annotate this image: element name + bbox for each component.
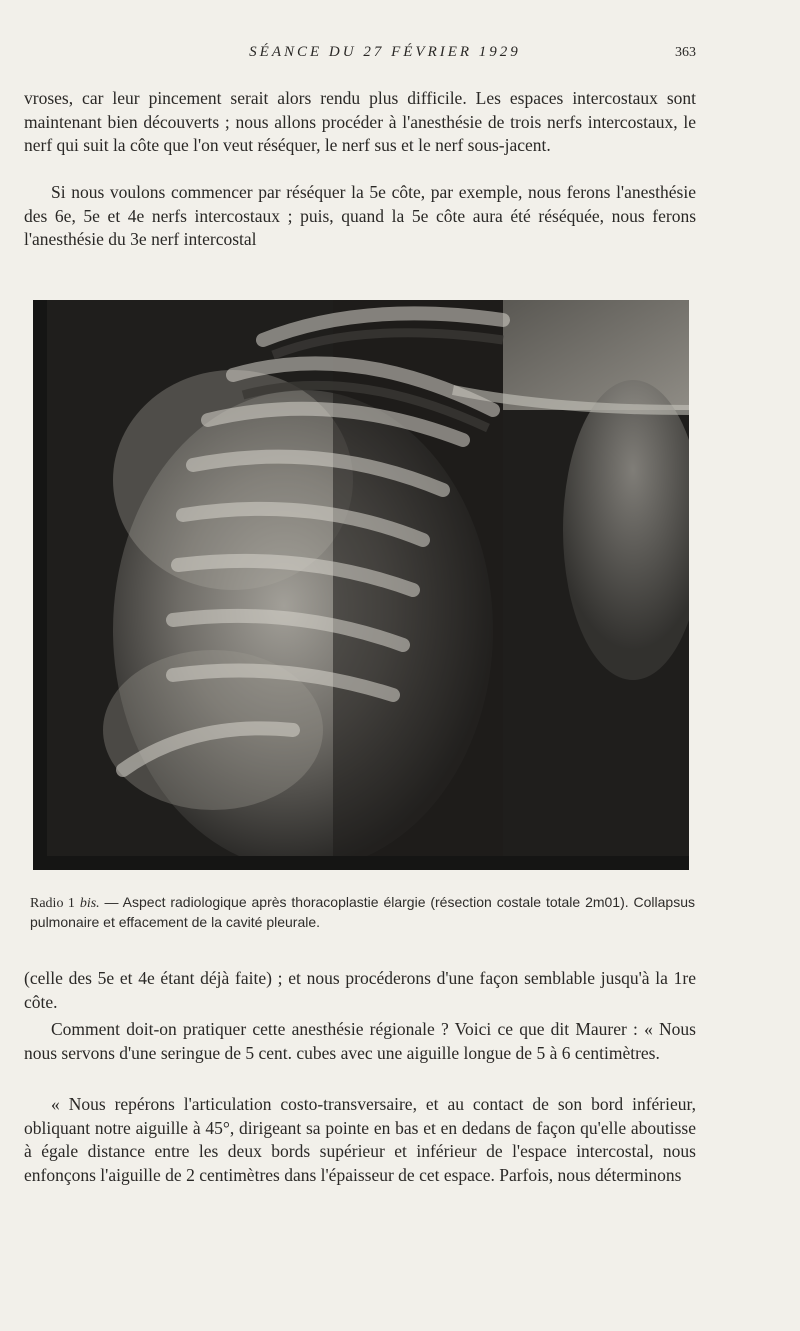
radiograph-figure (33, 300, 689, 870)
radiograph-image (33, 300, 689, 870)
caption-bis: bis. (79, 896, 100, 911)
paragraph-1: vroses, car leur pincement serait alors rendu plus difficile. Les espaces intercostaux sont maintenant bien découverts ; nous allons procéder à l'anesthésie de trois nerfs intercostaux, le nerf qui suit la côte que l'on veut réséquer, le nerf sus et le nerf sous-jacent. (24, 88, 696, 156)
paragraph-5: « Nous repérons l'articulation costo-transversaire, et au contact de son bord inférieur, obliquant notre aiguille à 45°, dirigeant sa pointe en bas et en dedans de façon qu'elle aboutisse à égale distance entre les deux bords supérieur et inférieur de l'espace intercostal, nous enfonçons l'aiguille de 2 centimètres dans l'épaisseur de cet espace. Parfois, nous déterminons (24, 1094, 696, 1186)
running-head: SÉANCE DU 27 FÉVRIER 1929 (249, 44, 521, 60)
figure-caption (30, 893, 695, 932)
paragraph-4: Comment doit-on pratiquer cette anesthésie régionale ? Voici ce que dit Maurer : « Nous nous servons d'une seringue de 5 cent. cubes avec une aiguille longue de 5 à 6 centimètres. (24, 1019, 696, 1063)
page-number: 363 (675, 45, 696, 60)
page-header (0, 44, 800, 68)
paragraph-3: (celle des 5e et 4e étant déjà faite) ; et nous procéderons d'une façon semblable jusqu'à la 1re côte. (24, 968, 696, 1012)
caption-lead: Radio 1 (30, 896, 75, 911)
paragraph-2: Si nous voulons commencer par réséquer la 5e côte, par exemple, nous ferons l'anesthésie des 6e, 5e et 4e nerfs intercostaux ; puis, quand la 5e côte aura été réséquée, nous ferons l'anesthésie du 3e nerf intercostal (24, 182, 696, 250)
caption-text: — Aspect radiologique après thoracoplastie élargie (résection costale totale 2m01). Collapsus pulmonaire et effacement de la cavité pleurale. (30, 894, 695, 930)
